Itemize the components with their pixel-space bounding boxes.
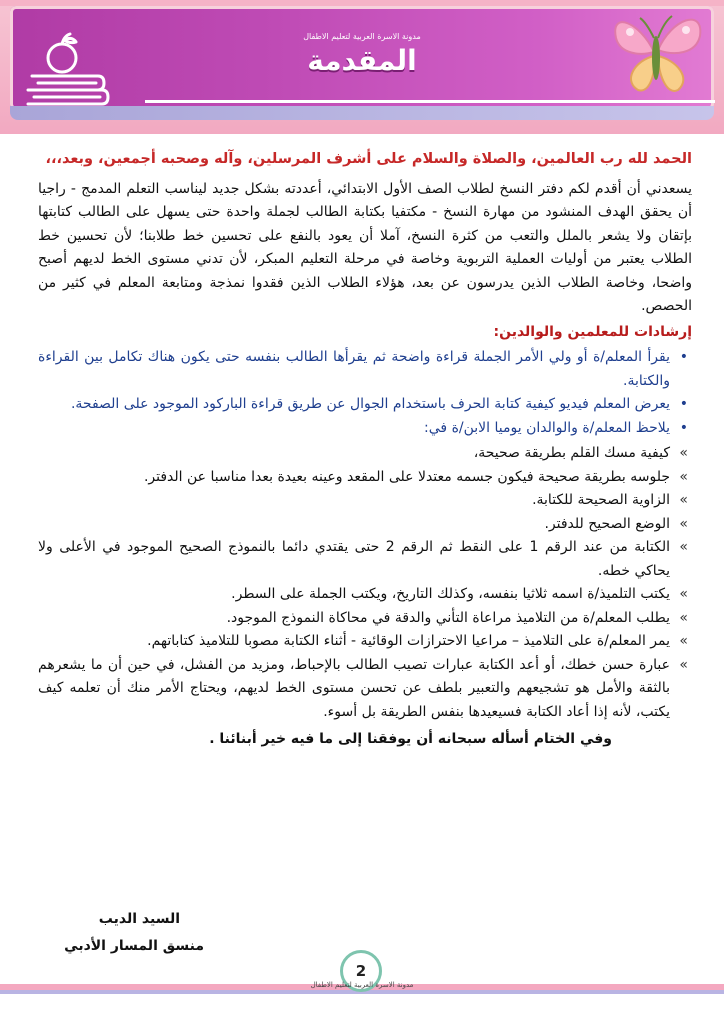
author-role: منسق المسار الأدبي: [64, 938, 204, 954]
observation-item: » يكتب التلميذ/ة اسمه ثلاثيا بنفسه، وكذلك التاريخ، ويكتب الجملة على السطر.: [38, 583, 692, 607]
blog-name-header: مدونة الاسرة العربية لتعليم الاطفال: [303, 32, 421, 41]
observation-item: » جلوسه بطريقة صحيحة فيكون جسمه معتدلا على المقعد وعينه بعيدة بعدا مناسبا عن الدفتر.: [38, 466, 692, 490]
guideline-item: • يقرأ المعلم/ة أو ولي الأمر الجملة قراءة واضحة ثم يقرأها الطالب بنفسه حتى يكون هناك تكامل بين القراءة والكتابة.: [38, 346, 692, 393]
closing-prayer: وفي الختام أسأله سبحانه أن يوفقنا إلى ما فيه خير أبنائنا .: [209, 731, 612, 747]
observation-item: » الوضع الصحيح للدفتر.: [38, 513, 692, 537]
books-apple-icon: [20, 30, 110, 106]
guidelines-heading: إرشادات للمعلمين والوالدين:: [493, 323, 692, 340]
intro-paragraph: يسعدني أن أقدم لكم دفتر النسخ لطلاب الصف الأول الابتدائي، أعددته بشكل جديد ليناسب التعلم المدمج - راجيا أن يحقق الهدف المنشود من مهارة النسخ - مكتفيا بكتابة الطالب لجملة واحدة حتى يسهل على الطالب كتابتها بإتقان ولا يشعر بالملل والتعب من كثرة النسخ، آملا أن يعود بالنفع على تحسين خط طلابنا؛ لأن تحسين خط الطلاب يعتبر من أوليات العملية التربوية وخاصة في مرحلة التعليم المبكر، لأن تدني مستوى الخط لديهم أصبح واضحا، وخاصة الطلاب الذين يدرسون عن بعد، هؤلاء الطلاب الذين فقدوا نمذجة ومتابعة المعلم في كثير من الحصص.: [38, 180, 692, 314]
page-number: 2: [340, 950, 382, 992]
observation-item: » عبارة حسن خطك، أو أعد الكتابة عبارات تصيب الطالب بالإحباط، ومزيد من الفشل، في حين أن ما يشعرهم بالثقة والأمل هو تشجيعهم والتعبير بلطف عن تحسن مستوى الخط لديهم، ويحتاج الأمر منك أن تعلمه كيف يكتب، لأنه إذا أعاد الكتابة فسيعيدها بنفس الطريقة بل أسوء.: [38, 654, 692, 725]
main-content: [38, 148, 692, 752]
blog-name-footer: مدونة الاسرة العربية لتعليم الاطفال: [310, 981, 414, 989]
observation-item: » يمر المعلم/ة على التلاميذ – مراعيا الاحترازات الوقائية - أثناء الكتابة مصوبا للتلاميذ كتاباتهم.: [38, 630, 692, 654]
butterfly-icon: [600, 2, 712, 102]
guideline-item: • يلاحظ المعلم/ة والوالدان يوميا الابن/ة في:: [38, 417, 692, 441]
page-title: المقدمة: [307, 44, 417, 77]
observation-item: » يطلب المعلم/ة من التلاميذ مراعاة التأني والدقة في محاكاة النموذج الموجود.: [38, 607, 692, 631]
opening-praise: الحمد لله رب العالمين، والصلاة والسلام على أشرف المرسلين، وآله وصحبه أجمعين، وبعد،،،: [45, 151, 692, 167]
observation-list: [38, 442, 692, 724]
guidelines-list: [38, 346, 692, 440]
guideline-item: • يعرض المعلم فيديو كيفية كتابة الحرف باستخدام الجوال عن طريق قراءة الباركود الموجود على الصفحة.: [38, 393, 692, 417]
observation-item: » كيفية مسك القلم بطريقة صحيحة،: [38, 442, 692, 466]
observation-item: » الزاوية الصحيحة للكتابة.: [38, 489, 692, 513]
signature-block: [64, 906, 204, 960]
observation-item: » الكتابة من عند الرقم 1 على النقط ثم الرقم 2 حتى يقتدي دائما بالنموذج الصحيح الموجود في الأعلى ولا يحاكي خطه.: [38, 536, 692, 583]
author-name: السيد الديب: [98, 911, 180, 927]
header-card-lower-band: [10, 106, 714, 120]
